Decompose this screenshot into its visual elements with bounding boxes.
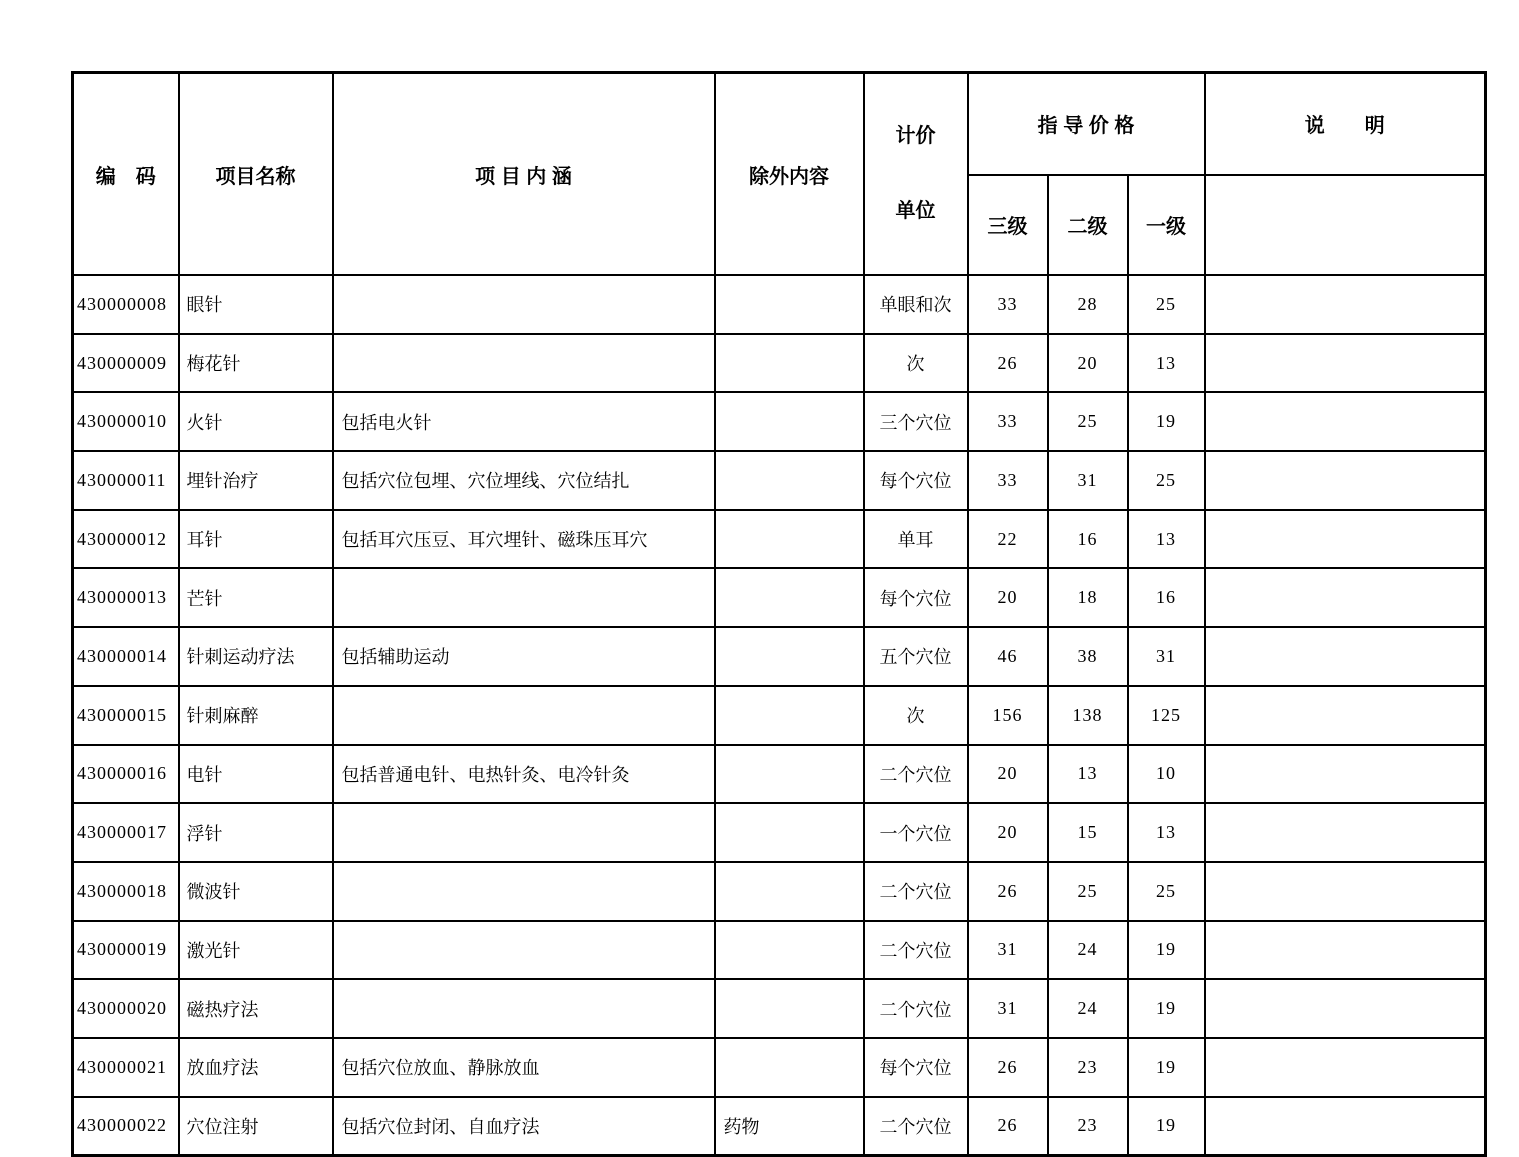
price-tier2-cell: 15 [1048, 803, 1128, 862]
price-tier1-cell: 125 [1128, 686, 1205, 745]
unit-cell: 次 [864, 334, 968, 393]
note-cell [1205, 334, 1486, 393]
note-cell [1205, 1038, 1486, 1097]
unit-cell: 二个穴位 [864, 1097, 968, 1156]
header-note: 说 明 [1205, 73, 1486, 175]
table-row [73, 627, 1486, 686]
note-cell [1205, 510, 1486, 569]
code-cell: 430000011 [73, 451, 179, 510]
content-cell: 包括穴位封闭、自血疗法 [333, 1097, 715, 1156]
price-tier3-cell: 26 [968, 1038, 1048, 1097]
note-cell [1205, 627, 1486, 686]
table-row [73, 510, 1486, 569]
exclusion-cell [715, 451, 864, 510]
price-tier1-cell: 19 [1128, 392, 1205, 451]
table-row [73, 803, 1486, 862]
table-row [73, 1038, 1486, 1097]
table-row [73, 392, 1486, 451]
content-cell: 包括耳穴压豆、耳穴埋针、磁珠压耳穴 [333, 510, 715, 569]
exclusion-cell [715, 921, 864, 980]
code-cell: 430000016 [73, 745, 179, 804]
content-cell [333, 334, 715, 393]
header-exclusion: 除外内容 [715, 73, 864, 276]
price-tier1-cell: 13 [1128, 803, 1205, 862]
content-cell [333, 803, 715, 862]
header-pricing-unit-line1: 计价 [895, 125, 936, 147]
note-cell [1205, 921, 1486, 980]
code-cell: 430000017 [73, 803, 179, 862]
price-tier1-cell: 19 [1128, 1097, 1205, 1156]
price-tier3-cell: 20 [968, 803, 1048, 862]
header-note-sub [1205, 175, 1486, 275]
note-cell [1205, 275, 1486, 334]
note-cell [1205, 686, 1486, 745]
project-name-cell: 磁热疗法 [179, 979, 333, 1038]
table-row [73, 334, 1486, 393]
exclusion-cell [715, 862, 864, 921]
code-cell: 430000009 [73, 334, 179, 393]
project-name-cell: 激光针 [179, 921, 333, 980]
price-tier1-cell: 13 [1128, 510, 1205, 569]
code-cell: 430000012 [73, 510, 179, 569]
exclusion-cell [715, 334, 864, 393]
content-cell [333, 921, 715, 980]
project-name-cell: 梅花针 [179, 334, 333, 393]
note-cell [1205, 979, 1486, 1038]
note-cell [1205, 568, 1486, 627]
project-name-cell: 耳针 [179, 510, 333, 569]
code-cell: 430000019 [73, 921, 179, 980]
price-tier2-cell: 31 [1048, 451, 1128, 510]
exclusion-cell [715, 392, 864, 451]
header-code: 编 码 [73, 73, 179, 276]
code-cell: 430000008 [73, 275, 179, 334]
price-tier3-cell: 33 [968, 275, 1048, 334]
table-row [73, 275, 1486, 334]
price-tier2-cell: 13 [1048, 745, 1128, 804]
content-cell: 包括穴位包埋、穴位埋线、穴位结扎 [333, 451, 715, 510]
header-tier3: 三级 [968, 175, 1048, 275]
price-tier1-cell: 25 [1128, 451, 1205, 510]
exclusion-cell [715, 979, 864, 1038]
content-cell: 包括电火针 [333, 392, 715, 451]
note-cell [1205, 392, 1486, 451]
table-row [73, 451, 1486, 510]
unit-cell: 二个穴位 [864, 921, 968, 980]
note-cell [1205, 745, 1486, 804]
project-name-cell: 针刺运动疗法 [179, 627, 333, 686]
header-tier2: 二级 [1048, 175, 1128, 275]
price-tier3-cell: 46 [968, 627, 1048, 686]
price-tier3-cell: 156 [968, 686, 1048, 745]
content-cell: 包括辅助运动 [333, 627, 715, 686]
header-tier1: 一级 [1128, 175, 1205, 275]
unit-cell: 每个穴位 [864, 451, 968, 510]
price-tier2-cell: 24 [1048, 979, 1128, 1038]
header-project-content: 项 目 内 涵 [333, 73, 715, 276]
header-row-1 [73, 73, 1486, 175]
content-cell [333, 862, 715, 921]
price-tier1-cell: 31 [1128, 627, 1205, 686]
note-cell [1205, 451, 1486, 510]
unit-cell: 三个穴位 [864, 392, 968, 451]
price-tier3-cell: 20 [968, 745, 1048, 804]
price-tier1-cell: 19 [1128, 921, 1205, 980]
exclusion-cell [715, 686, 864, 745]
table-row [73, 568, 1486, 627]
price-tier1-cell: 10 [1128, 745, 1205, 804]
price-tier2-cell: 138 [1048, 686, 1128, 745]
exclusion-cell [715, 1038, 864, 1097]
project-name-cell: 穴位注射 [179, 1097, 333, 1156]
exclusion-cell [715, 627, 864, 686]
table-body [73, 275, 1486, 1155]
content-cell [333, 979, 715, 1038]
exclusion-cell [715, 803, 864, 862]
note-cell [1205, 803, 1486, 862]
unit-cell: 每个穴位 [864, 1038, 968, 1097]
exclusion-cell: 药物 [715, 1097, 864, 1156]
header-pricing-unit-line2: 单位 [895, 200, 936, 222]
exclusion-cell [715, 568, 864, 627]
content-cell [333, 686, 715, 745]
price-tier3-cell: 26 [968, 334, 1048, 393]
price-tier2-cell: 38 [1048, 627, 1128, 686]
price-tier2-cell: 23 [1048, 1038, 1128, 1097]
exclusion-cell [715, 275, 864, 334]
note-cell [1205, 862, 1486, 921]
price-tier3-cell: 33 [968, 451, 1048, 510]
content-cell [333, 568, 715, 627]
price-tier2-cell: 18 [1048, 568, 1128, 627]
code-cell: 430000010 [73, 392, 179, 451]
code-cell: 430000021 [73, 1038, 179, 1097]
price-table [71, 71, 1487, 1157]
code-cell: 430000013 [73, 568, 179, 627]
price-tier1-cell: 25 [1128, 862, 1205, 921]
price-tier3-cell: 26 [968, 1097, 1048, 1156]
unit-cell: 单耳 [864, 510, 968, 569]
price-tier2-cell: 25 [1048, 862, 1128, 921]
price-tier1-cell: 19 [1128, 979, 1205, 1038]
price-tier3-cell: 26 [968, 862, 1048, 921]
project-name-cell: 火针 [179, 392, 333, 451]
table-row [73, 1097, 1486, 1156]
price-tier1-cell: 16 [1128, 568, 1205, 627]
note-cell [1205, 1097, 1486, 1156]
project-name-cell: 微波针 [179, 862, 333, 921]
unit-cell: 二个穴位 [864, 745, 968, 804]
code-cell: 430000022 [73, 1097, 179, 1156]
price-tier2-cell: 24 [1048, 921, 1128, 980]
code-cell: 430000020 [73, 979, 179, 1038]
price-tier1-cell: 19 [1128, 1038, 1205, 1097]
project-name-cell: 针刺麻醉 [179, 686, 333, 745]
price-tier3-cell: 31 [968, 979, 1048, 1038]
price-tier2-cell: 23 [1048, 1097, 1128, 1156]
content-cell: 包括穴位放血、静脉放血 [333, 1038, 715, 1097]
price-tier2-cell: 20 [1048, 334, 1128, 393]
table-row [73, 979, 1486, 1038]
table-row [73, 921, 1486, 980]
code-cell: 430000015 [73, 686, 179, 745]
price-tier2-cell: 16 [1048, 510, 1128, 569]
code-cell: 430000014 [73, 627, 179, 686]
project-name-cell: 放血疗法 [179, 1038, 333, 1097]
code-cell: 430000018 [73, 862, 179, 921]
unit-cell: 二个穴位 [864, 862, 968, 921]
header-guide-price: 指 导 价 格 [968, 73, 1205, 175]
price-tier3-cell: 31 [968, 921, 1048, 980]
unit-cell: 每个穴位 [864, 568, 968, 627]
unit-cell: 一个穴位 [864, 803, 968, 862]
table-row [73, 686, 1486, 745]
project-name-cell: 眼针 [179, 275, 333, 334]
price-tier3-cell: 22 [968, 510, 1048, 569]
content-cell [333, 275, 715, 334]
project-name-cell: 电针 [179, 745, 333, 804]
unit-cell: 次 [864, 686, 968, 745]
table-header [73, 73, 1486, 276]
project-name-cell: 浮针 [179, 803, 333, 862]
price-tier1-cell: 13 [1128, 334, 1205, 393]
price-tier3-cell: 33 [968, 392, 1048, 451]
price-tier2-cell: 25 [1048, 392, 1128, 451]
price-tier3-cell: 20 [968, 568, 1048, 627]
content-cell: 包括普通电针、电热针灸、电冷针灸 [333, 745, 715, 804]
project-name-cell: 芒针 [179, 568, 333, 627]
unit-cell: 二个穴位 [864, 979, 968, 1038]
price-tier1-cell: 25 [1128, 275, 1205, 334]
table-row [73, 862, 1486, 921]
header-project-name: 项目名称 [179, 73, 333, 276]
project-name-cell: 埋针治疗 [179, 451, 333, 510]
exclusion-cell [715, 745, 864, 804]
header-pricing-unit [864, 73, 968, 276]
table-row [73, 745, 1486, 804]
exclusion-cell [715, 510, 864, 569]
price-tier2-cell: 28 [1048, 275, 1128, 334]
unit-cell: 五个穴位 [864, 627, 968, 686]
unit-cell: 单眼和次 [864, 275, 968, 334]
